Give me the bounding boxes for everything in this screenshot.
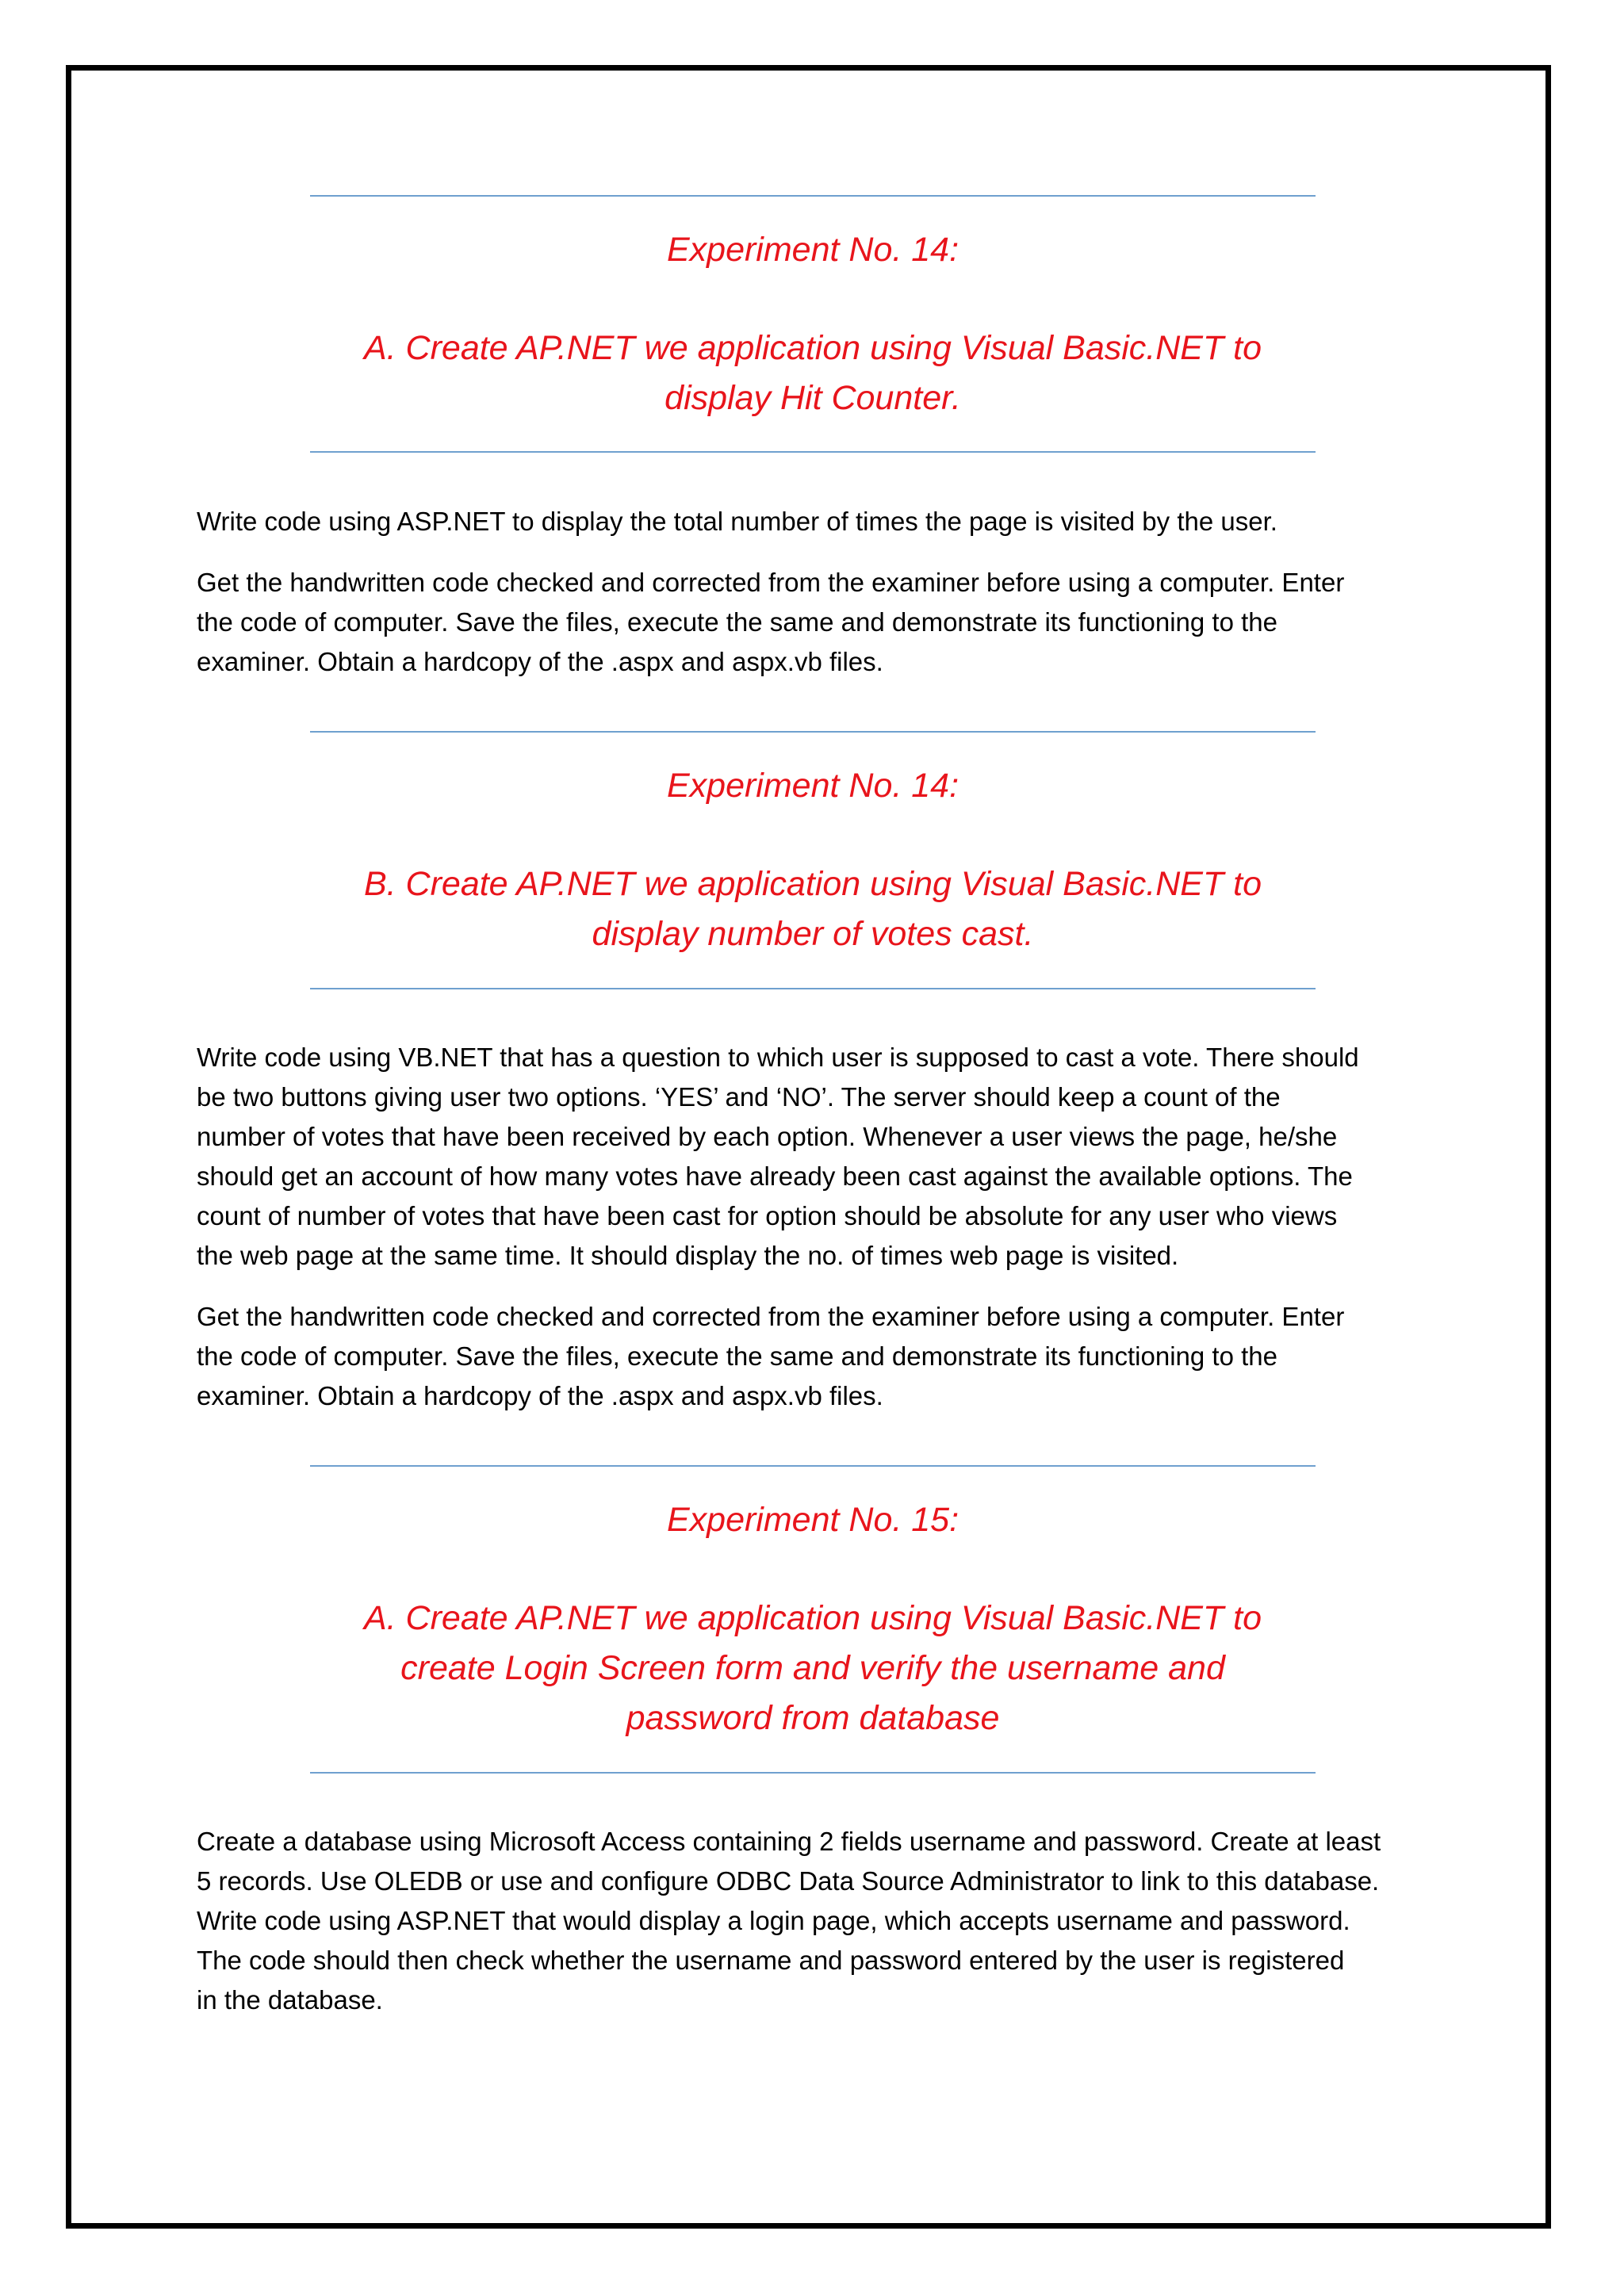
paragraph-line: should get an account of how many votes have already been cast against the available options. The [197, 1161, 1353, 1191]
paragraph-line: the code of computer. Save the files, execute the same and demonstrate its functioning to the [197, 607, 1277, 637]
paragraph [197, 502, 1434, 541]
paragraph-line: Write code using ASP.NET to display the total number of times the page is visited by the user. [197, 507, 1277, 536]
paragraph-line: number of votes that have been received by each option. Whenever a user views the page, he/she [197, 1122, 1338, 1151]
paragraph-line: the code of computer. Save the files, execute the same and demonstrate its functioning to the [197, 1341, 1277, 1371]
experiment-heading-line: A. Create AP.NET we application using Visual Basic.NET to [363, 1599, 1262, 1637]
experiment-heading-line: A. Create AP.NET we application using Visual Basic.NET to [363, 329, 1262, 367]
paragraph [197, 1297, 1434, 1416]
paragraph-line: examiner. Obtain a hardcopy of the .aspx and aspx.vb files. [197, 647, 883, 676]
paragraph-line: the web page at the same time. It should display the no. of times web page is visited. [197, 1241, 1179, 1270]
experiment-heading-line: display number of votes cast. [592, 915, 1034, 953]
paragraph-line: count of number of votes that have been cast for option should be absolute for any user who views [197, 1201, 1338, 1230]
experiment-heading-line: display Hit Counter. [665, 379, 961, 417]
experiment-heading-line: password from database [626, 1699, 1000, 1737]
paragraph-line: Write code using ASP.NET that would display a login page, which accepts username and password. [197, 1906, 1350, 1935]
paragraph-line: Get the handwritten code checked and corrected from the examiner before using a computer. Enter [197, 568, 1345, 597]
paragraph-line: in the database. [197, 1985, 383, 2015]
experiment-title: Experiment No. 15: [666, 1501, 959, 1539]
experiment-heading-line: B. Create AP.NET we application using Visual Basic.NET to [363, 865, 1262, 903]
paragraph-line: Create a database using Microsoft Access containing 2 fields username and password. Create at least [197, 1827, 1381, 1856]
paragraph [197, 1038, 1434, 1276]
bottom-rule [310, 451, 1316, 453]
top-rule [310, 1465, 1316, 1467]
paragraph [197, 1822, 1434, 2020]
paragraph [197, 563, 1434, 682]
experiment-title: Experiment No. 14: [666, 767, 959, 805]
top-rule [310, 195, 1316, 197]
top-rule [310, 731, 1316, 733]
paragraph-line: The code should then check whether the username and password entered by the user is registered [197, 1946, 1345, 1975]
experiment-title: Experiment No. 14: [666, 231, 959, 269]
bottom-rule [310, 988, 1316, 989]
bottom-rule [310, 1772, 1316, 1774]
experiment-heading-line: create Login Screen form and verify the username and [400, 1649, 1225, 1687]
paragraph-line: 5 records. Use OLEDB or use and configure ODBC Data Source Administrator to link to this database. [197, 1866, 1380, 1896]
paragraph-line: Get the handwritten code checked and corrected from the examiner before using a computer. Enter [197, 1302, 1345, 1331]
paragraph-line: Write code using VB.NET that has a question to which user is supposed to cast a vote. There should [197, 1043, 1359, 1072]
paragraph-line: be two buttons giving user two options. ‘YES’ and ‘NO’. The server should keep a count of the [197, 1082, 1281, 1112]
paragraph-line: examiner. Obtain a hardcopy of the .aspx and aspx.vb files. [197, 1381, 883, 1410]
